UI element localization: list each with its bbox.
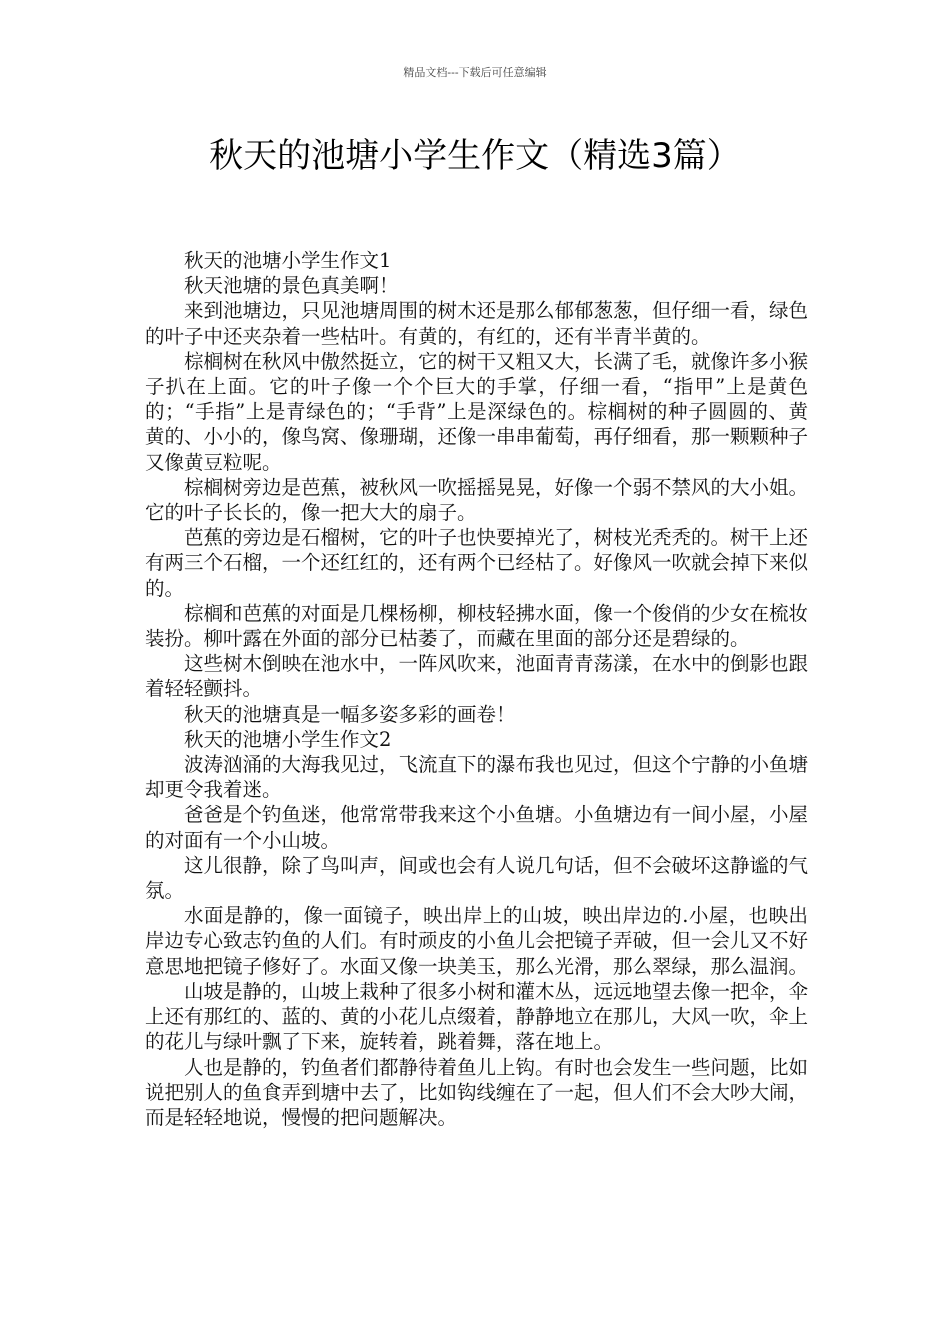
paragraph: 棕榈树旁边是芭蕉，被秋风一吹摇摇晃晃，好像一个弱不禁风的大小姐。它的叶子长长的，像一把大大的扇子。 xyxy=(145,475,809,525)
paragraph: 秋天池塘的景色真美啊！ xyxy=(184,274,399,298)
paragraph: 来到池塘边，只见池塘周围的树木还是那么郁郁葱葱，但仔细一看，绿色的叶子中还夹杂着一些枯叶。有黄的，有红的，还有半青半黄的。 xyxy=(145,299,809,348)
paragraph: 棕榈树在秋风中傲然挺立，它的树干又粗又大，长满了毛，就像许多小猴子扒在上面。它的叶子像一个个巨大的手掌，仔细一看，“指甲”上是黄色的；“手指”上是青绿色的；“手背”上是深绿色的。棕榈树的种子圆圆的、黄黄的、小小的，像鸟窝、像珊瑚，还像一串串葡萄，再仔细看，那一颗颗种子又像黄豆粒呢。 xyxy=(145,349,809,474)
essay-heading-1: 秋天的池塘小学生作文1 xyxy=(184,249,392,272)
paragraph: 芭蕉的旁边是石榴树，它的叶子也快要掉光了，树枝光秃秃的。树干上还有两三个石榴，一个还红红的，还有两个已经枯了。好像风一吹就会掉下来似的。 xyxy=(145,526,809,600)
paragraph: 人也是静的，钓鱼者们都静待着鱼儿上钩。有时也会发生一些问题，比如说把别人的鱼食弄到塘中去了，比如钩线缠在了一起，但人们不会大吵大闹，而是轻轻地说，慢慢的把问题解决。 xyxy=(145,1055,809,1129)
page-header: 精品文档---下载后可任意编辑 xyxy=(403,66,547,79)
document-title: 秋天的池塘小学生作文（精选3篇） xyxy=(209,136,741,176)
paragraph: 爸爸是个钓鱼迷，他常常带我来这个小鱼塘。小鱼塘边有一间小屋，小屋的对面有一个小山坡。 xyxy=(145,803,809,852)
paragraph: 这儿很静，除了鸟叫声，间或也会有人说几句话，但不会破坏这静谧的气氛。 xyxy=(145,853,809,903)
paragraph: 秋天的池塘真是一幅多姿多彩的画卷！ xyxy=(184,702,516,726)
paragraph: 棕榈和芭蕉的对面是几棵杨柳，柳枝轻拂水面，像一个俊俏的少女在梳妆装扮。柳叶露在外面的部分已枯萎了，而藏在里面的部分还是碧绿的。 xyxy=(145,601,809,651)
document-body xyxy=(145,248,808,1130)
paragraph: 波涛汹涌的大海我见过，飞流直下的瀑布我也见过，但这个宁静的小鱼塘却更令我着迷。 xyxy=(145,753,809,802)
essay-heading-2: 秋天的池塘小学生作文2 xyxy=(184,727,392,751)
paragraph: 这些树木倒映在池水中，一阵风吹来，池面青青荡漾，在水中的倒影也跟着轻轻颤抖。 xyxy=(145,652,809,701)
paragraph: 水面是静的，像一面镜子，映出岸上的山坡，映出岸边的.小屋，也映出岸边专心致志钓鱼的人们。有时顽皮的小鱼儿会把镜子弄破，但一会儿又不好意思地把镜子修好了。水面又像一块美玉，那么光滑，那么翠绿，那么温润。 xyxy=(145,904,809,978)
paragraph: 山坡是静的，山坡上栽种了很多小树和灌木丛，远远地望去像一把伞，伞上还有那红的、蓝的、黄的小花儿点缀着，静静地立在那儿，大风一吹，伞上的花儿与绿叶飘了下来，旋转着，跳着舞，落在地上。 xyxy=(145,979,809,1054)
